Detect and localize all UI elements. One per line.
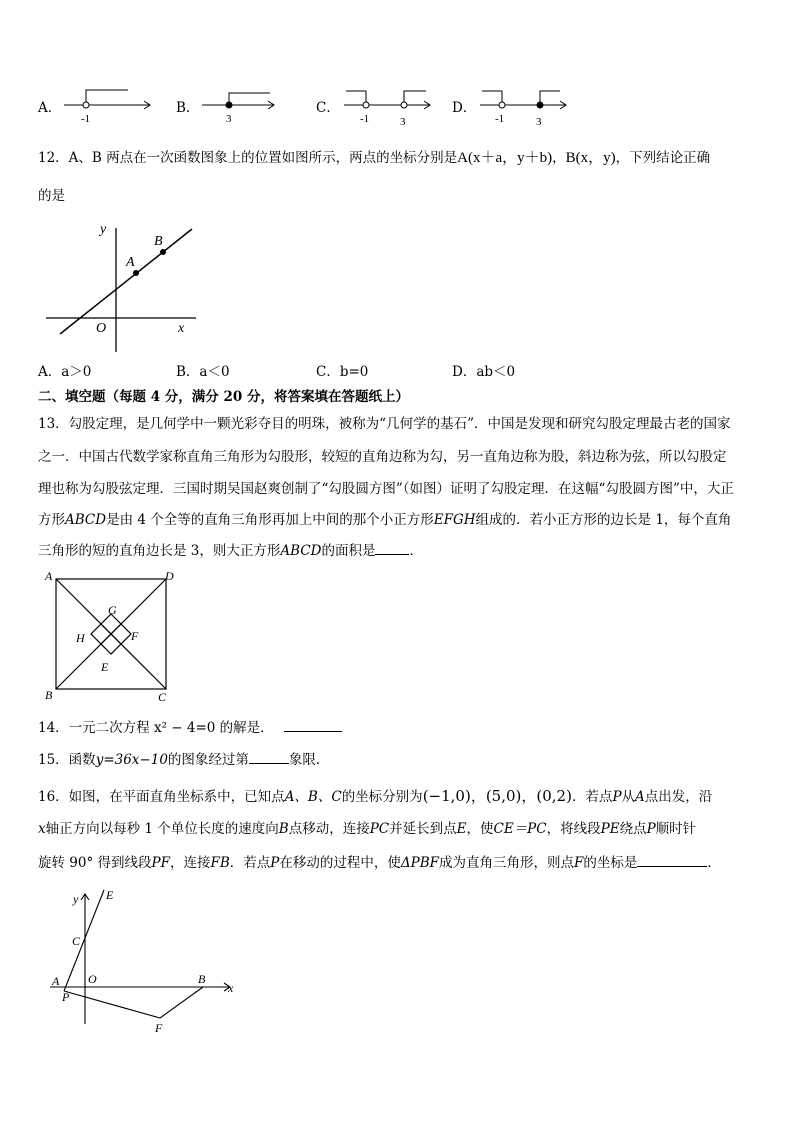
q13-period: ． [409, 543, 423, 559]
q12-option-c: C．b=0 [316, 364, 369, 380]
q11-option-b-letter: B． [176, 100, 200, 116]
q16-figure [44, 884, 244, 1034]
q12-label-o: O [96, 321, 107, 336]
q12-stem-line1 [38, 148, 710, 168]
q16-math: P [270, 855, 280, 871]
q12-separator: ， [552, 150, 566, 166]
q11-option-c-letter: C． [316, 100, 340, 116]
section-title: 二、填空题（每题 4 分，满分 20 分，将答案填在答题纸上） [38, 389, 409, 405]
q16-text: 旋转 90° 得到线段 [38, 855, 152, 871]
q15-function: y=36x−10 [95, 752, 168, 768]
q16-text: ，连接 [169, 855, 211, 871]
q16-math: ΔPBF [400, 855, 439, 871]
q16-line-pe [64, 890, 104, 991]
q13-line2: 之一．中国古代数学家称直角三角形为勾股形，较短的直角边称为勾，另一直角边称为股，斜边称为弦，所以勾股定 [38, 449, 727, 465]
q16-text: ．若点 [571, 789, 613, 805]
q11-option-a-letter: A． [38, 100, 62, 116]
q14-answer-blank[interactable] [284, 717, 342, 732]
q13-label-g: G [108, 603, 117, 617]
q13-text: 三角形的短的直角边长是 3，则大正方形 [38, 543, 281, 559]
q16-answer-blank[interactable] [637, 852, 707, 867]
q13-math-abcd: ABCD [65, 512, 107, 528]
q13-label-h: H [76, 631, 85, 645]
q16-math: B [278, 821, 289, 837]
q13-text: 方形 [38, 512, 65, 528]
q11-option-d-numberline [478, 84, 572, 126]
q16-text: 点出发，沿 [644, 789, 713, 805]
q13-answer-blank[interactable] [375, 540, 409, 555]
q12-coord-a: A(x＋a，y＋b) [457, 150, 553, 166]
q13-line4 [38, 510, 731, 530]
q16-line-fb [160, 987, 203, 1018]
q13-line3: 理也称为勾股弦定理．三国时期吴国赵爽创制了“勾股圆方图”（如图）证明了勾股定理．在这幅“勾股圆方图”中，大正 [38, 481, 734, 497]
q13-label-f: F [131, 629, 139, 643]
q16-label-y: y [73, 892, 79, 906]
q16-label-c: C [72, 934, 81, 948]
q16-math: F [573, 855, 584, 871]
q16-math: A、B、C [284, 789, 342, 805]
q16-math: PC [369, 821, 390, 837]
q12-stem-text: 12．A、B 两点在一次函数图象上的位置如图所示，两点的坐标分别是 [38, 150, 458, 166]
q12-stem-line2: 的是 [38, 188, 65, 204]
q12-coord-b: B(x，y) [565, 150, 616, 166]
q14-text: 14．一元二次方程 x² − 4=0 的解是． [38, 720, 274, 736]
q11-option-d-letter: D． [452, 100, 477, 116]
q16-text: 在移动的过程中，使 [279, 855, 401, 871]
q16-line-pf [64, 991, 160, 1018]
q11-d-tick-label-1: -1 [495, 113, 505, 125]
q16-math: P [612, 789, 622, 805]
q11-option-c-numberline [342, 84, 434, 126]
q16-label-e: E [106, 888, 114, 902]
q16-text: 轴正方向以每秒 1 个单位长度的速度向 [45, 821, 279, 837]
q13-label-a: A [45, 569, 53, 583]
q16-label-b: B [198, 972, 206, 986]
q11-c-tick-label-1: -1 [360, 113, 370, 125]
q13-label-c: C [158, 690, 167, 704]
q16-math: P [646, 821, 656, 837]
q16-text: 从 [621, 789, 636, 805]
q16-math: FB [210, 855, 230, 871]
q12-option-a: A．a＞0 [38, 364, 92, 380]
q12-label-a: A [126, 255, 135, 270]
q12-option-b: B．a＜0 [176, 364, 230, 380]
q13-math-efgh: EFGH [433, 512, 476, 528]
q16-text: 绕点 [619, 821, 647, 837]
q15-text: 的图象经过第 [167, 752, 249, 768]
q12-graph [40, 216, 200, 358]
q13-text: 是由 4 个全等的直角三角形再加上中间的那个小正方形 [106, 512, 434, 528]
q16-text: ，将线段 [546, 821, 601, 837]
q16-text: 并延长到点 [389, 821, 457, 837]
q16-text: 点移动，连接 [288, 821, 370, 837]
q16-label-a: A [52, 974, 60, 988]
q13-line1: 13．勾股定理，是几何学中一颗光彩夺目的明珠，被称为“几何学的基石”．中国是发现和研究勾股定理最古老的国家 [38, 416, 731, 432]
q11-option-b-numberline [200, 84, 280, 126]
q16-text: 顺时针 [655, 821, 697, 837]
q16-text: ．若点 [229, 855, 271, 871]
q16-label-p: P [62, 990, 70, 1004]
q16-math: x [38, 821, 46, 837]
q16-coordinates: (−1,0)，(5,0)，(0,2) [422, 787, 572, 805]
q16-label-x: x [228, 981, 234, 995]
q13-label-d: D [165, 569, 174, 583]
q16-label-f: F [155, 1021, 163, 1034]
q15-text: 象限． [288, 752, 330, 768]
q13-label-b: B [45, 688, 53, 702]
q13-figure [40, 568, 180, 706]
q16-math: A [635, 789, 645, 805]
q16-text: 的坐标分别为 [341, 789, 423, 805]
q11-options [0, 84, 793, 128]
q13-label-e: E [101, 660, 109, 674]
q16-text: ，使 [466, 821, 494, 837]
q12-stem-text-end: ，下列结论正确 [615, 150, 711, 166]
q12-label-b: B [154, 234, 163, 249]
q12-label-y: y [100, 222, 107, 237]
q13-line5 [38, 540, 423, 561]
q16-math: CE＝PC [493, 821, 547, 837]
q11-a-tick-label: -1 [81, 113, 91, 125]
q11-option-a-numberline [62, 84, 156, 126]
q16-text: 的坐标是 [583, 855, 638, 871]
q16-text: 16．如图，在平面直角坐标系中，已知点 [38, 789, 285, 805]
q13-text: 的面积是 [321, 543, 376, 559]
q11-d-tick-label-2: 3 [536, 116, 542, 126]
q15-answer-blank[interactable] [249, 749, 289, 764]
q11-c-tick-label-2: 3 [400, 116, 406, 126]
q16-text: 成为直角三角形，则点 [438, 855, 574, 871]
q14-line [38, 717, 342, 738]
q16-period: ． [707, 855, 721, 871]
q16-line1 [38, 786, 712, 807]
q16-math: E [456, 821, 467, 837]
q12-point-b [160, 249, 166, 255]
q11-b-tick-label: 3 [226, 113, 232, 125]
q16-math: PE [600, 821, 620, 837]
q12-option-d: D．ab＜0 [452, 364, 516, 380]
q16-math: PF [151, 855, 170, 871]
q12-label-x: x [178, 321, 185, 336]
q15-line [38, 749, 329, 770]
q16-line2 [38, 819, 696, 839]
q15-text: 15．函数 [38, 752, 96, 768]
q13-text: 组成的．若小正方形的边长是 1，每个直角 [475, 512, 732, 528]
q12-options [0, 362, 793, 382]
q16-label-o: O [88, 972, 97, 986]
q16-line3 [38, 852, 721, 873]
q12-point-a [133, 270, 139, 276]
q13-math-abcd: ABCD [280, 543, 322, 559]
